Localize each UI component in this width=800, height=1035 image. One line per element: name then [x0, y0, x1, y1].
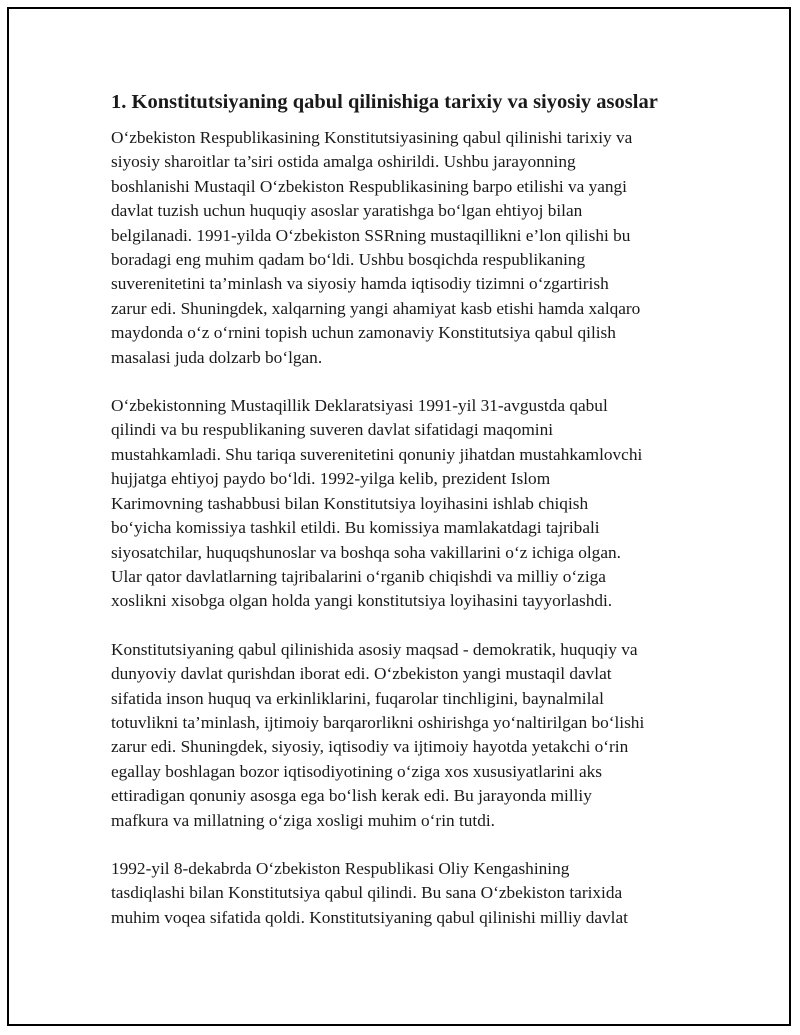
text-line: Karimovning tashabbusi bilan Konstitutsiya loyihasini ishlab chiqish [111, 493, 589, 513]
text-line: 1992-yil 8-dekabrda O‘zbekiston Respublikasi Oliy Kengashining [111, 858, 570, 878]
text-line: totuvlikni ta’minlash, ijtimoiy barqarorlikni oshirishga yo‘naltirilgan bo‘lishi [111, 712, 645, 732]
text-line: siyosatchilar, huquqshunoslar va boshqa soha vakillarini o‘z ichiga olgan. [111, 542, 621, 562]
paragraph-2 [111, 394, 691, 614]
text-line: O‘zbekiston Respublikasining Konstitutsiyasining qabul qilinishi tarixiy va [111, 128, 633, 147]
text-line: zarur edi. Shuningdek, siyosiy, iqtisodiy va ijtimoiy hayotda yetakchi o‘rin [111, 737, 629, 757]
paragraph-1 [111, 126, 691, 370]
paragraph-4 [111, 857, 691, 930]
text-line: mafkura va millatning o‘ziga xosligi muhim o‘rin tutdi. [111, 810, 495, 830]
paragraph-3 [111, 638, 691, 833]
text-line: tasdiqlashi bilan Konstitutsiya qabul qilindi. Bu sana O‘zbekiston tarixida [111, 883, 623, 903]
text-line: belgilanadi. 1991-yilda O‘zbekiston SSRning mustaqillikni e’lon qilishi bu [111, 225, 631, 245]
text-line: maydonda o‘z o‘rnini topish uchun zamonaviy Konstitutsiya qabul qilish [111, 323, 616, 343]
text-line: ettiradigan qonuniy asosga ega bo‘lish kerak edi. Bu jarayonda milliy [111, 786, 592, 806]
text-line: bo‘yicha komissiya tashkil etildi. Bu komissiya mamlakatdagi tajribali [111, 518, 600, 538]
text-line: muhim voqea sifatida qoldi. Konstitutsiyaning qabul qilinishi milliy davlat [111, 907, 628, 927]
text-line: dunyoviy davlat qurishdan iborat edi. O‘zbekiston yangi mustaqil davlat [111, 664, 612, 684]
text-line: siyosiy sharoitlar ta’siri ostida amalga oshirildi. Ushbu jarayonning [111, 152, 576, 172]
text-line: suverenitetini ta’minlash va siyosiy hamda iqtisodiy tizimni o‘zgartirish [111, 274, 609, 294]
text-line: sifatida inson huquq va erkinliklarini, fuqarolar tinchligini, baynalmilal [111, 688, 604, 708]
text-line: xoslikni xisobga olgan holda yangi konstitutsiya loyihasini tayyorlashdi. [111, 591, 613, 611]
document-body [111, 88, 691, 954]
text-line: davlat tuzish uchun huquqiy asoslar yaratishga bo‘lgan ehtiyoj bilan [111, 201, 583, 221]
section-heading: 1. Konstitutsiyaning qabul qilinishiga tarixiy va siyosiy asoslar [111, 91, 658, 113]
text-line: boradagi eng muhim qadam bo‘ldi. Ushbu bosqichda respublikaning [111, 250, 586, 270]
text-line: masalasi juda dolzarb bo‘lgan. [111, 347, 323, 367]
text-line: Konstitutsiyaning qabul qilinishida asosiy maqsad - demokratik, huquqiy va [111, 639, 638, 659]
text-line: Ular qator davlatlarning tajribalarini o‘rganib chiqishdi va milliy o‘ziga [111, 566, 606, 586]
text-line: qilindi va bu respublikaning suveren davlat sifatidagi maqomini [111, 420, 554, 440]
text-line: O‘zbekistonning Mustaqillik Deklaratsiyasi 1991-yil 31-avgustda qabul [111, 396, 608, 416]
text-line: egallay boshlagan bozor iqtisodiyotining o‘ziga xos xususiyatlarini aks [111, 761, 602, 781]
text-line: mustahkamladi. Shu tariqa suverenitetini qonuniy jihatdan mustahkamlovchi [111, 444, 643, 464]
text-line: hujjatga ehtiyoj paydo bo‘ldi. 1992-yilga kelib, prezident Islom [111, 469, 551, 489]
text-line: zarur edi. Shuningdek, xalqarning yangi ahamiyat kasb etishi hamda xalqaro [111, 298, 641, 318]
text-line: boshlanishi Mustaqil O‘zbekiston Respublikasining barpo etilishi va yangi [111, 176, 627, 196]
